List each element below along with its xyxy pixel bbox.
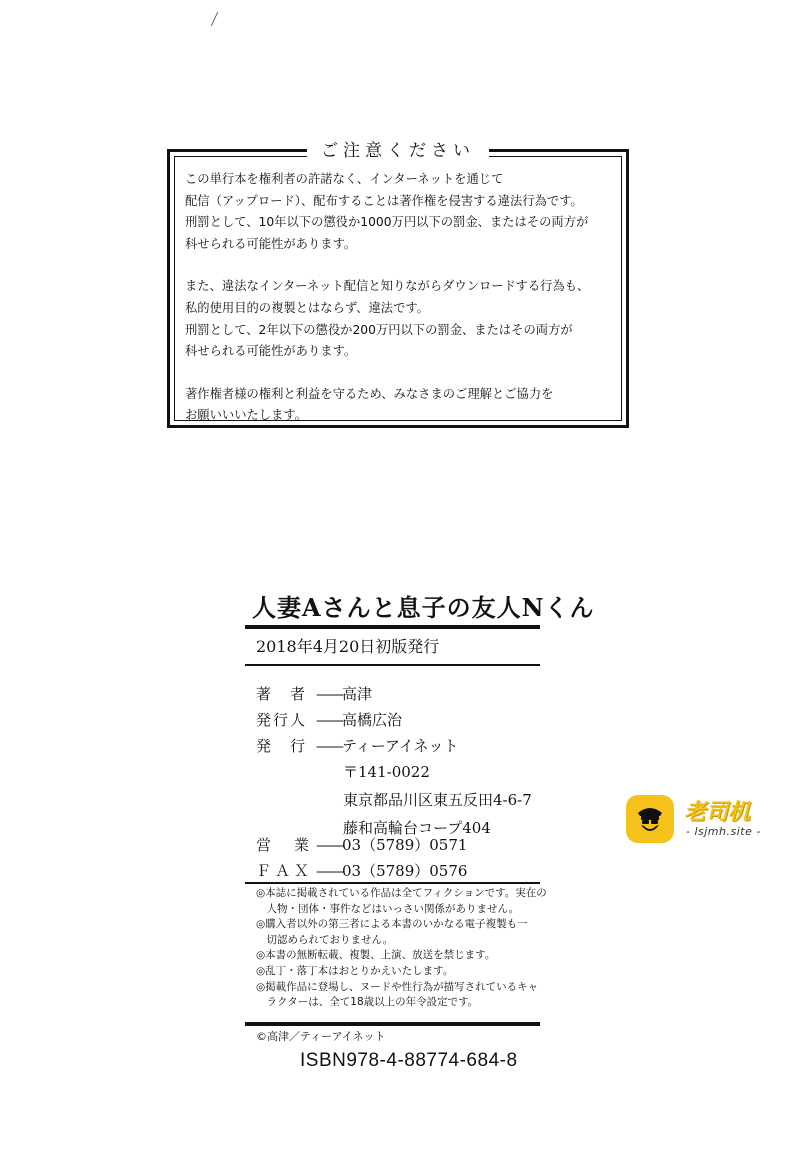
note-line: ◎購入者以外の第三者による本書のいかなる電子複製も一 bbox=[256, 918, 528, 931]
notes-rule bbox=[245, 882, 540, 884]
publisher-person-name: 高橋広治 bbox=[342, 711, 403, 729]
watermark-logo-icon bbox=[626, 795, 674, 843]
title-rule bbox=[245, 625, 540, 629]
notice-line: 科せられる可能性があります。 bbox=[185, 236, 357, 251]
author-name: 高津 bbox=[342, 685, 373, 703]
notice-line: 私的使用目的の複製とはならず、違法です。 bbox=[185, 300, 429, 315]
note-line: 切認められておりません。 bbox=[256, 933, 394, 946]
publisher-row bbox=[256, 733, 459, 759]
publisher-name: ティーアイネット bbox=[342, 737, 459, 755]
edition-rule bbox=[245, 664, 540, 666]
publisher-address bbox=[343, 758, 532, 842]
watermark-site: - lsjmh.site - bbox=[686, 825, 761, 838]
note-line: ◎本書の無断転載、複製、上演、放送を禁じます。 bbox=[256, 949, 496, 962]
notice-line: 刑罰として、10年以下の懲役か1000万円以下の罰金、またはその両方が bbox=[185, 215, 589, 230]
notice-line: お願いいいたします。 bbox=[185, 408, 307, 423]
notice-line: 配信（アップロード）、配布することは著作権を侵害する違法行為です。 bbox=[185, 193, 583, 208]
sales-label: 営 業 bbox=[256, 836, 314, 854]
dash: —— bbox=[316, 862, 342, 880]
publisher-person-row bbox=[256, 707, 459, 733]
watermark-brand: 老司机 bbox=[684, 800, 751, 825]
dash: —— bbox=[316, 685, 342, 703]
credits-block bbox=[256, 681, 459, 759]
dash: —— bbox=[316, 737, 342, 755]
publisher-label: 発 行 bbox=[256, 737, 308, 755]
author-row bbox=[256, 681, 459, 707]
bottom-rule bbox=[245, 1022, 540, 1026]
notice-line: また、違法なインターネット配信と知りながらダウンロードする行為も、 bbox=[185, 279, 590, 294]
notice-title: ご注意ください bbox=[170, 136, 626, 161]
site-watermark bbox=[626, 795, 796, 845]
edition-date: 2018年4月20日初版発行 bbox=[256, 637, 440, 656]
notice-line: 刑罰として、2年以下の懲役か200万円以下の罰金、またはその両方が bbox=[185, 322, 573, 337]
isbn: ISBN978-4-88774-684-8 bbox=[300, 1050, 518, 1071]
sales-phone: 03（5789）0571 bbox=[342, 836, 468, 854]
notice-line: 著作権者様の権利と利益を守るため、みなさまのご理解とご協力を bbox=[185, 386, 554, 401]
copyright-notice-box bbox=[167, 141, 629, 428]
postal-code: 〒141-0022 bbox=[343, 763, 430, 781]
notice-body bbox=[185, 169, 618, 448]
notice-paragraph bbox=[185, 276, 618, 362]
address-line-1: 東京都品川区東五反田4-6-7 bbox=[343, 791, 532, 809]
address-line-2: 藤和高輪台コープ404 bbox=[343, 819, 491, 837]
stray-pen-mark bbox=[211, 12, 225, 26]
dash: —— bbox=[316, 711, 342, 729]
note-line: ラクターは、全て18歳以上の年令設定です。 bbox=[256, 996, 479, 1009]
notice-line: 科せられる可能性があります。 bbox=[185, 344, 357, 359]
copyright-line: ©高津／ティーアイネット bbox=[256, 1030, 386, 1043]
note-line: ◎掲載作品に登場し、ヌードや性行為が描写されているキャ bbox=[256, 980, 539, 993]
fax-label: ＦＡＸ bbox=[256, 862, 314, 880]
author-label: 著 者 bbox=[256, 685, 308, 703]
book-title: 人妻Aさんと息子の友人Nくん bbox=[252, 593, 595, 622]
publisher-person-label: 発行人 bbox=[256, 711, 308, 729]
note-line: ◎乱丁・落丁本はおとりかえいたします。 bbox=[256, 964, 454, 977]
contacts-block bbox=[256, 832, 467, 884]
dash: —— bbox=[316, 836, 342, 854]
note-line: ◎本誌に掲載されている作品は全てフィクションです。実在の bbox=[256, 887, 547, 899]
notice-paragraph bbox=[185, 169, 618, 255]
fax-number: 03（5789）0576 bbox=[342, 862, 468, 880]
fax-row bbox=[256, 858, 467, 884]
notice-line: この単行本を権利者の許諾なく、インターネットを通じて bbox=[185, 172, 504, 186]
legal-notes bbox=[256, 886, 547, 1011]
notice-paragraph bbox=[185, 384, 618, 427]
note-line: 人物・団体・事件などはいっさい関係がありません。 bbox=[256, 902, 520, 915]
sales-row bbox=[256, 832, 467, 858]
